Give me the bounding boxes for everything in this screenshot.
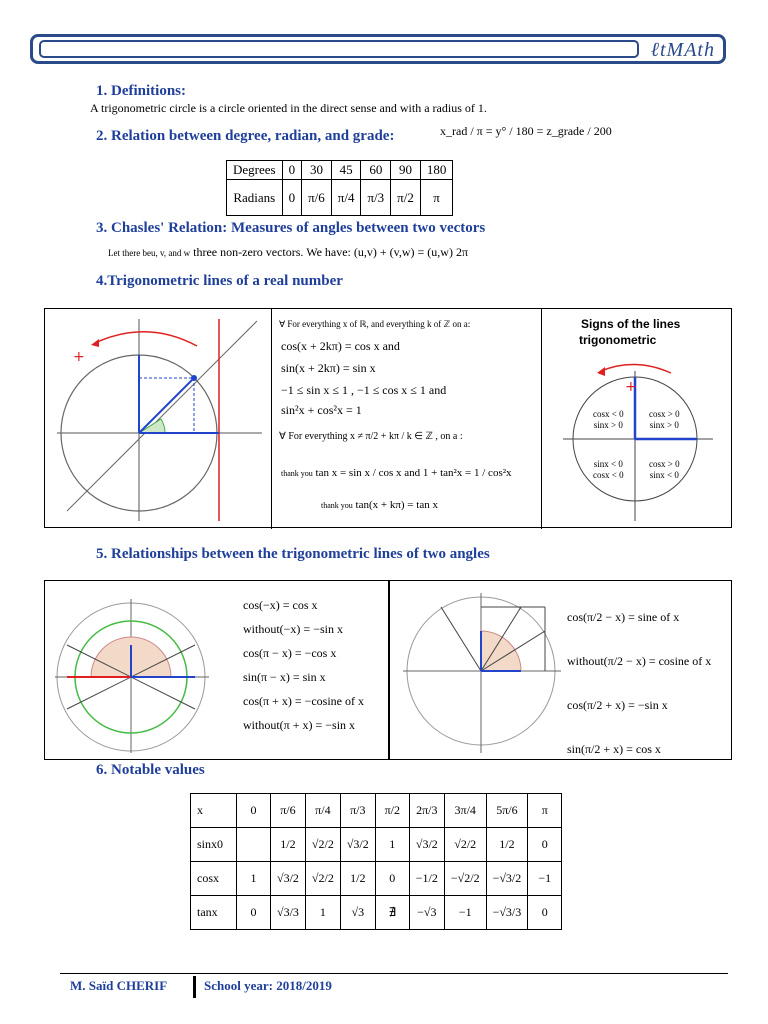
quadrant-text: cosx < 0 xyxy=(593,470,624,480)
table-cell: 0 xyxy=(237,794,271,828)
thank-you-small: thank you xyxy=(321,501,353,510)
relation-line: sin(π − x) = sin x xyxy=(243,670,326,684)
table-row xyxy=(191,828,562,862)
table-row xyxy=(227,180,453,216)
section-chasles-title: 3. Chasles' Relation: Measures of angles between two vectors xyxy=(96,220,486,236)
table-cell: 2π/3 xyxy=(409,794,444,828)
section-relationships-title: 5. Relationships between the trigonometric lines of two angles xyxy=(96,546,490,562)
relation-line: cos(−x) = cos x xyxy=(243,598,318,612)
table-cell: √2/2 xyxy=(305,862,340,896)
thank-you-small: thank you xyxy=(281,469,313,478)
signs-circle-figure xyxy=(545,351,729,525)
footer-rule xyxy=(60,973,728,974)
quadrant-1-signs xyxy=(649,409,680,431)
table-cell: π xyxy=(420,180,453,216)
table-cell: 5π/6 xyxy=(486,794,528,828)
table-cell: −√3/2 xyxy=(486,862,528,896)
svg-text:+: + xyxy=(625,379,637,395)
section-notable-title: 6. Notable values xyxy=(96,762,205,778)
footer-year: School year: 2018/2019 xyxy=(204,978,332,993)
quadrant-text: sinx < 0 xyxy=(649,470,679,480)
relations-left xyxy=(243,593,364,737)
formula-line-6: ∀ For everything x ≠ π/2 + kπ / k ∈ ℤ , on a : xyxy=(279,431,463,442)
table-cell: 90 xyxy=(391,161,421,180)
section-relation-title: 2. Relation between degree, radian, and grade: xyxy=(96,128,395,144)
table-row xyxy=(227,161,453,180)
signs-title-1: Signs of the lines xyxy=(581,317,681,331)
relation-line: cos(π + x) = −cosine of x xyxy=(243,694,365,708)
notable-values-table xyxy=(190,793,562,930)
quadrant-4-signs xyxy=(649,459,680,481)
divider xyxy=(271,309,272,529)
formula-line-4: −1 ≤ sin x ≤ 1 , −1 ≤ cos x ≤ 1 and xyxy=(281,383,447,397)
relation-line: without(π/2 − x) = cosine of x xyxy=(567,654,712,668)
table-cell: 1 xyxy=(237,862,271,896)
table-cell: 180 xyxy=(420,161,453,180)
divider xyxy=(541,309,542,529)
table-cell: −1 xyxy=(444,896,486,930)
definition-text: A trigonometric circle is a circle oriented in the direct sense and with a radius of 1. xyxy=(90,101,487,115)
table-cell: Radians xyxy=(227,180,283,216)
quadrant-text: cosx > 0 xyxy=(649,459,680,469)
formula-line-2: cos(x + 2kπ) = cos x and xyxy=(281,339,400,353)
header-title-bar xyxy=(39,40,639,58)
section-definitions-title: 1. Definitions: xyxy=(96,83,186,99)
table-cell: 0 xyxy=(528,896,562,930)
table-cell: Degrees xyxy=(227,161,283,180)
table-cell: 45 xyxy=(331,161,361,180)
chasles-text xyxy=(108,245,468,260)
formula-line-1: ∀ For everything x of ℝ, and everything k of ℤ on a: xyxy=(279,319,471,329)
row-label-cell: x xyxy=(191,794,237,828)
table-cell: 1 xyxy=(375,828,409,862)
quadrant-3-signs xyxy=(593,459,624,481)
relation-line: cos(π/2 − x) = sine of x xyxy=(567,610,680,624)
quadrant-text: sinx > 0 xyxy=(593,420,623,430)
table-cell: 3π/4 xyxy=(444,794,486,828)
table-cell: π/3 xyxy=(340,794,375,828)
table-cell: 0 xyxy=(237,896,271,930)
footer-author: M. Saïd CHERIF xyxy=(70,978,168,993)
opposite-angles-figure xyxy=(49,585,245,755)
table-row xyxy=(191,862,562,896)
table-cell: 0 xyxy=(528,828,562,862)
table-cell xyxy=(237,828,271,862)
table-cell: π/2 xyxy=(391,180,421,216)
table-cell: −√3/3 xyxy=(486,896,528,930)
formula-line-7 xyxy=(281,467,512,479)
table-cell: π/4 xyxy=(331,180,361,216)
table-cell: 0 xyxy=(282,161,302,180)
quadrant-text: cosx > 0 xyxy=(649,409,680,419)
table-cell: √2/2 xyxy=(305,828,340,862)
table-cell: π/6 xyxy=(302,180,332,216)
table-cell: π/3 xyxy=(361,180,391,216)
table-cell: −1 xyxy=(528,862,562,896)
table-cell: √3/2 xyxy=(271,862,306,896)
table-row xyxy=(191,896,562,930)
table-row xyxy=(191,794,562,828)
table-cell: 1/2 xyxy=(486,828,528,862)
chasles-main-text: three non-zero vectors. We have: (u,v) + (v,w) = (u,w) 2π xyxy=(193,245,469,259)
table-cell: √2/2 xyxy=(444,828,486,862)
header-banner xyxy=(30,34,726,64)
signs-title-2: trigonometric xyxy=(579,333,657,347)
table-cell: −1/2 xyxy=(409,862,444,896)
table-cell: 60 xyxy=(361,161,391,180)
row-label-cell: sinx0 xyxy=(191,828,237,862)
section-trig-lines-title: 4.Trigonometric lines of a real number xyxy=(96,273,343,289)
table-cell: −√2/2 xyxy=(444,862,486,896)
table-cell: π xyxy=(528,794,562,828)
quadrant-2-signs xyxy=(593,409,624,431)
table-cell: 30 xyxy=(302,161,332,180)
table-cell: 1 xyxy=(305,896,340,930)
relationships-frame xyxy=(44,580,732,760)
relation-line: sin(π/2 + x) = cos x xyxy=(567,742,661,756)
table-cell: −√3 xyxy=(409,896,444,930)
formula-line-5: sin²x + cos²x = 1 xyxy=(281,403,362,417)
relation-line: cos(π/2 + x) = −sin x xyxy=(567,698,668,712)
table-cell: 0 xyxy=(282,180,302,216)
table-cell: ∄ xyxy=(375,896,409,930)
relations-right xyxy=(567,595,711,771)
svg-text:+: + xyxy=(73,349,85,365)
relation-line: without(−x) = −sin x xyxy=(243,622,343,636)
table-cell: √3/2 xyxy=(340,828,375,862)
conversion-formula: x_rad / π = y° / 180 = z_grade / 200 xyxy=(440,124,612,138)
formula-tan-period: tan(x + kπ) = tan x xyxy=(355,499,438,511)
degree-radian-table xyxy=(226,160,453,216)
quadrant-text: cosx < 0 xyxy=(593,409,624,419)
table-cell: π/2 xyxy=(375,794,409,828)
formula-tan: tan x = sin x / cos x and 1 + tan²x = 1 / cos²x xyxy=(315,467,512,479)
unit-circle-figure xyxy=(47,311,269,525)
table-cell: π/4 xyxy=(305,794,340,828)
table-cell: π/6 xyxy=(271,794,306,828)
table-cell: 1/2 xyxy=(340,862,375,896)
footer-separator xyxy=(193,976,196,998)
table-cell: √3 xyxy=(340,896,375,930)
row-label-cell: tanx xyxy=(191,896,237,930)
brand-logo: ℓtMAth xyxy=(650,39,715,61)
quadrant-text: sinx < 0 xyxy=(593,459,623,469)
table-cell: 0 xyxy=(375,862,409,896)
table-cell: 1/2 xyxy=(271,828,306,862)
formula-line-3: sin(x + 2kπ) = sin x xyxy=(281,361,376,375)
complementary-angles-figure xyxy=(395,587,565,757)
formula-line-8 xyxy=(321,499,438,511)
relation-line: without(π + x) = −sin x xyxy=(243,718,356,732)
divider xyxy=(388,581,390,759)
relation-line: cos(π − x) = −cos x xyxy=(243,646,337,660)
trig-lines-frame xyxy=(44,308,732,528)
chasles-small-text: Let there beu, v, and w xyxy=(108,248,191,258)
quadrant-text: sinx > 0 xyxy=(649,420,679,430)
table-cell: √3/3 xyxy=(271,896,306,930)
row-label-cell: cosx xyxy=(191,862,237,896)
table-cell: √3/2 xyxy=(409,828,444,862)
